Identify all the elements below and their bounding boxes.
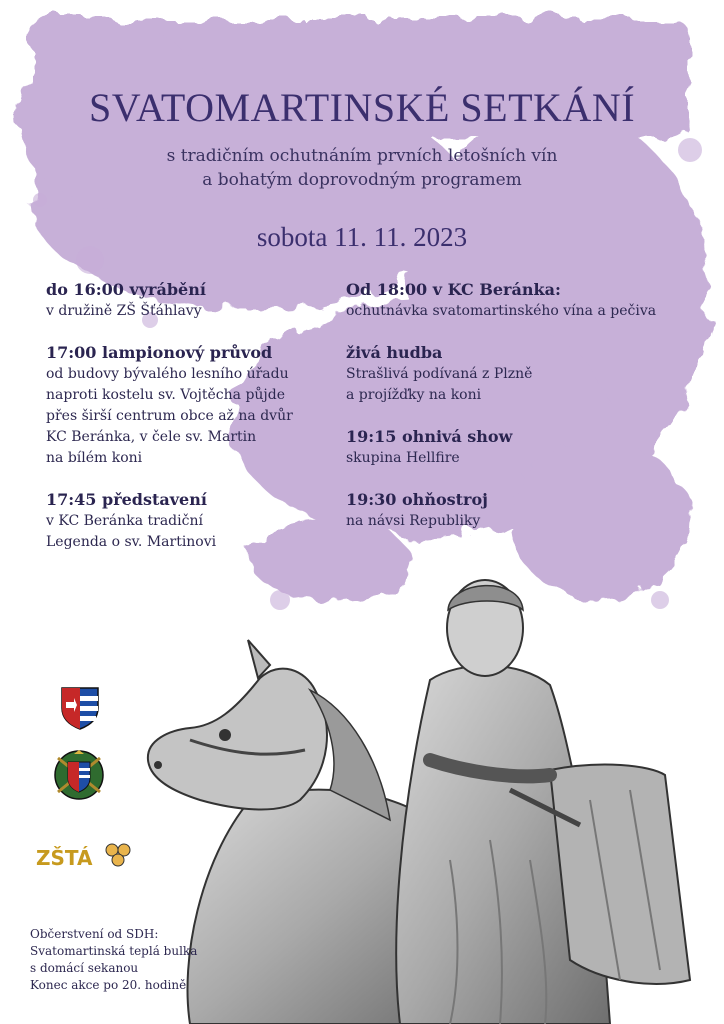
program-item-heading: 19:15 ohnivá show <box>346 427 513 446</box>
footer-note <box>30 926 197 994</box>
program-item <box>46 342 346 469</box>
program-item-text: Strašlivá podívaná z Plzně a projížďky na koni <box>346 366 533 403</box>
program-item-heading: 17:45 představení <box>46 490 207 509</box>
footer-line: Občerstvení od SDH: <box>30 927 159 941</box>
coat-of-arms-icon <box>60 686 100 730</box>
program-item <box>346 342 696 406</box>
program-item <box>46 489 346 553</box>
program-item-heading: do 16:00 vyrábění <box>46 280 206 299</box>
program-left-column <box>46 279 346 573</box>
school-logo-text: ZŠTÁ <box>36 846 93 870</box>
st-martin-statue-image <box>130 560 724 1024</box>
program-item-text: na návsi Republiky <box>346 513 481 529</box>
school-logo <box>36 838 134 872</box>
program-item-heading: 19:30 ohňostroj <box>346 490 488 509</box>
program-item <box>346 489 696 532</box>
footer-line: Konec akce po 20. hodině <box>30 978 187 992</box>
event-date: sobota 11. 11. 2023 <box>256 222 468 252</box>
program-item-heading: 17:00 lampionový průvod <box>46 343 273 362</box>
program-item-heading: živá hudba <box>346 343 443 362</box>
event-title: SVATOMARTINSKÉ SETKÁNÍ <box>88 85 636 130</box>
program-item-text: od budovy bývalého lesního úřadu naproti kostelu sv. Vojtěcha půjde přes širší centrum obce až na dvůr KC Beránka, v čele sv. Martin na bílém koni <box>46 366 293 466</box>
program-item-text: v družině ZŠ Šťáhlavy <box>46 303 202 319</box>
program-item <box>46 279 346 322</box>
program-item-heading: Od 18:00 v KC Beránka: <box>346 280 561 299</box>
municipality-coat-of-arms <box>60 686 100 730</box>
subtitle-line: s tradičním ochutnáním prvních letošních vín <box>166 146 558 166</box>
program-item <box>346 279 696 322</box>
program-item-text: ochutnávka svatomartinského vína a pečiva <box>346 303 657 319</box>
program-item-text: v KC Beránka tradiční Legenda o sv. Martinovi <box>46 513 217 550</box>
program-right-column <box>346 279 696 552</box>
footer-line: Svatomartinská teplá bulka <box>30 944 198 958</box>
school-logo-icon <box>36 838 134 872</box>
sdh-fire-brigade-emblem <box>50 748 108 802</box>
program-item-text: skupina Hellfire <box>346 450 460 466</box>
subtitle-line: a bohatým doprovodným programem <box>202 170 522 190</box>
fire-brigade-emblem-icon <box>50 748 108 802</box>
program-item <box>346 426 696 469</box>
footer-line: s domácí sekanou <box>30 961 139 975</box>
event-subtitle <box>0 144 724 192</box>
